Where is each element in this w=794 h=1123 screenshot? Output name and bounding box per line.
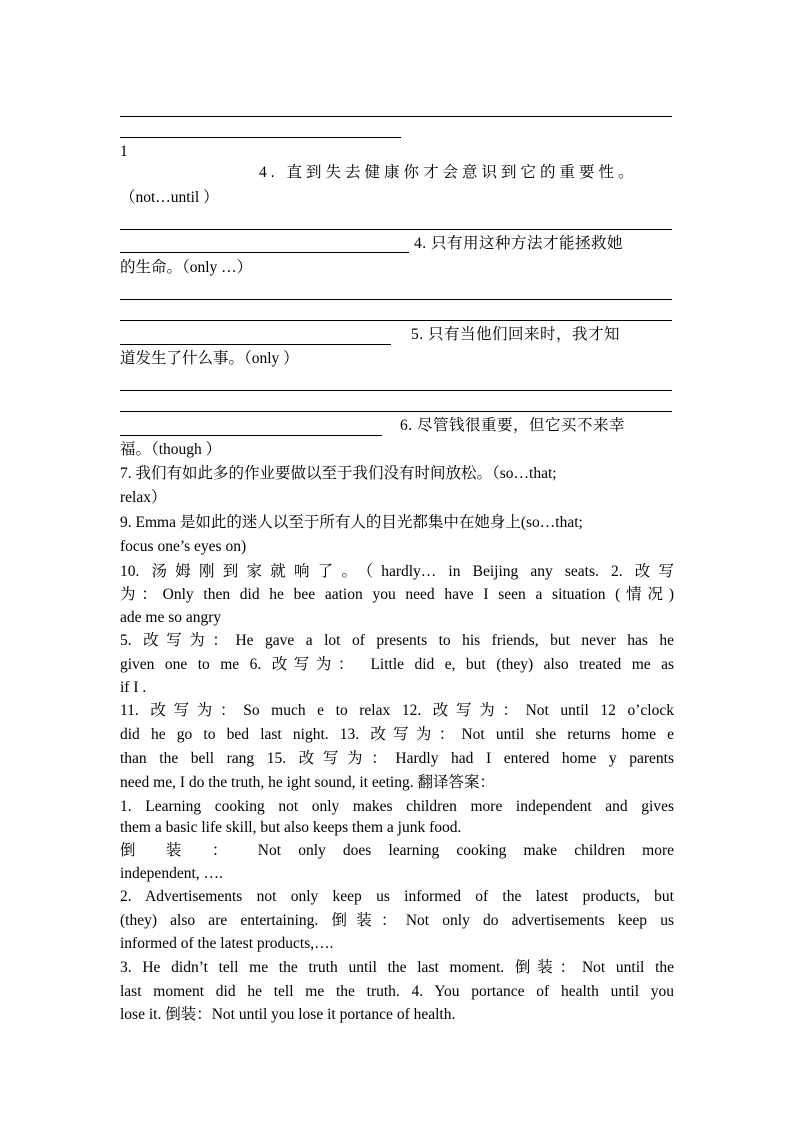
- answer-text-line: 5. 改写为：He gave a lot of presents to his friends, but never has he: [120, 632, 674, 649]
- answer-text-line: need me, I do the truth, he ight sound, it eeting. 翻译答案：: [120, 774, 495, 791]
- translation-answer-line: informed of the latest products,….: [120, 935, 334, 952]
- answer-line: [120, 411, 672, 412]
- page-number: 1: [120, 143, 128, 160]
- translation-answer-line: lose it. 倒装：Not until you lose it portance of health.: [120, 1006, 456, 1023]
- question-line: 的生命。（only …）: [120, 259, 253, 276]
- answer-line: [120, 229, 672, 230]
- answer-line: [120, 252, 409, 253]
- answer-text-line: 11. 改写为：So much e to relax 12. 改写为：Not until 12 o’clock: [120, 702, 674, 719]
- translation-answer-line: 2. Advertisements not only keep us informed of the latest products, but: [120, 888, 674, 905]
- question-line: 7. 我们有如此多的作业要做以至于我们没有时间放松。（so…that;: [120, 465, 557, 482]
- answer-line: [120, 137, 401, 138]
- answer-text-line: ade me so angry: [120, 609, 222, 626]
- answer-line: [120, 320, 672, 321]
- question-line: 4. 只有用这种方法才能拯救她: [414, 235, 624, 252]
- answer-text-line: given one to me 6. 改写为： Little did e, but (they) also treated me as: [120, 656, 674, 673]
- answer-text-line: 为：Only then did he bee aation you need have I seen a situation (情况): [120, 586, 674, 603]
- translation-answer-line: 1. Learning cooking not only makes children more independent and gives: [120, 798, 674, 815]
- translation-answer-line: last moment did he tell me the truth. 4. You portance of health until you: [120, 983, 674, 1000]
- answer-text-line: if I .: [120, 679, 147, 696]
- answer-line: [120, 116, 672, 117]
- question-line: 道发生了什么事。（only ）: [120, 350, 299, 367]
- translation-answer-line: 3. He didn’t tell me the truth until the last moment. 倒装：Not until the: [120, 959, 674, 976]
- question-line: 福。（though ）: [120, 441, 222, 458]
- answer-text-line: did he go to bed last night. 13. 改写为：Not until she returns home e: [120, 726, 674, 743]
- translation-answer-line: 倒 装 ： Not only does learning cooking make children more: [120, 842, 674, 859]
- question-line: （not…until ）: [120, 189, 219, 206]
- answer-line: [120, 390, 672, 391]
- question-line: 5. 只有当他们回来时，我才知: [411, 326, 621, 343]
- question-line: relax）: [120, 489, 167, 506]
- answer-line: [120, 344, 391, 345]
- answer-text-line: 10. 汤姆刚到家就响了。（hardly… in Beijing any seats. 2. 改写: [120, 563, 674, 580]
- translation-answer-line: independent, ….: [120, 865, 223, 882]
- question-line: 4. 直到失去健康你才会意识到它的重要性。: [259, 164, 638, 181]
- question-line: focus one’s eyes on): [120, 538, 247, 555]
- translation-answer-line: them a basic life skill, but also keeps them a junk food.: [120, 819, 462, 836]
- translation-answer-line: (they) also are entertaining. 倒装：Not only do advertisements keep us: [120, 912, 674, 929]
- question-line: 9. Emma 是如此的迷人以至于所有人的目光都集中在她身上(so…that;: [120, 514, 583, 531]
- question-line: 6. 尽管钱很重要，但它买不来幸: [400, 417, 626, 434]
- answer-text-line: than the bell rang 15. 改写为：Hardly had I entered home y parents: [120, 750, 674, 767]
- answer-line: [120, 299, 672, 300]
- answer-line: [120, 435, 382, 436]
